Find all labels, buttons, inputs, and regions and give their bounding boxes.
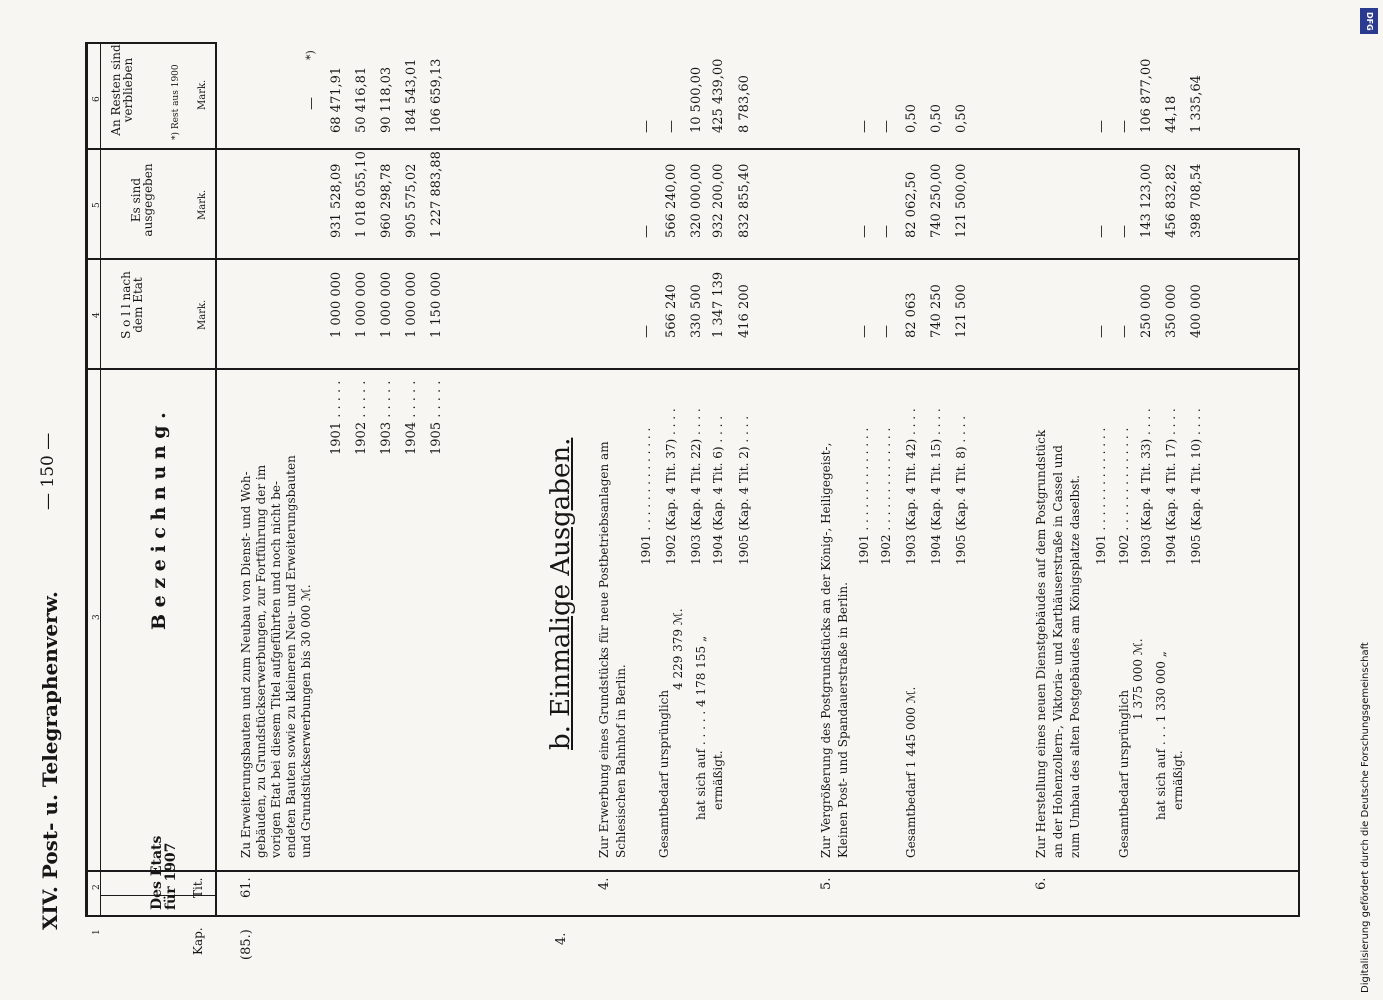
entry61-text-line: gebäuden, zu Grundstückserwerbungen, zur Fortführung der im: [254, 464, 268, 858]
colnum-6: 6: [92, 96, 102, 102]
entry4-year: 1903 (Kap. 4 Tit. 22) . . . .: [689, 408, 703, 565]
entry5-year: 1901 . . . . . . . . . . . . . .: [857, 427, 871, 565]
entry6-rest: 106 877,00: [1139, 58, 1154, 133]
entry4-ausg: 566 240,00: [664, 163, 679, 238]
header-unit-4: Mark.: [197, 299, 208, 330]
entry5-soll: 121 500: [954, 284, 969, 338]
header-tit: Tit.: [191, 877, 205, 898]
entry5-year: 1903 (Kap. 4 Tit. 42) . . . .: [904, 408, 918, 565]
dfg-logo: DFG: [1360, 8, 1378, 34]
colnum-divider: [100, 42, 101, 917]
colnum-3: 3: [92, 614, 102, 620]
header-rest: An Resten sind verblieben: [109, 44, 135, 136]
entry4-ausg: 320 000,00: [689, 163, 704, 238]
entry5-tit: 5.: [819, 877, 834, 890]
entry6-bedarf: ermäßigt.: [1171, 750, 1185, 810]
entry6-soll: 250 000: [1139, 284, 1154, 338]
entry5-ausg: 121 500,00: [954, 163, 969, 238]
entry6-text-line: zum Umbau des alten Postgebäudes am Königsplatze daselbst.: [1068, 475, 1082, 858]
entry61-text-line: Zu Erweiterungsbauten und zum Neubau von Dienst- und Woh-: [239, 471, 253, 858]
table-bottom-line: [1298, 150, 1300, 917]
entry6-text-line: Zur Herstellung eines neuen Dienstgebäudes auf dem Postgrundstück: [1034, 429, 1048, 858]
section-b-kap: 4.: [554, 932, 569, 945]
entry61-year: 1905 . . . . .: [429, 380, 444, 455]
entry4-text-line: Zur Erwerbung eines Grundstücks für neue Postbetriebsanlagen am: [597, 441, 611, 858]
entry6-rest: 44,18: [1164, 95, 1179, 133]
entry61-year: 1904 . . . . .: [404, 380, 419, 455]
entry5-ausg: 740 250,00: [929, 163, 944, 238]
entry61-soll: 1 000 000: [379, 271, 394, 338]
entry4-rest: —: [664, 120, 679, 133]
page-number-rot: — 150 —: [38, 432, 58, 510]
entry4-soll: 330 500: [689, 284, 704, 338]
entry4-bedarf: ermäßigt.: [711, 750, 725, 810]
entry6-rest: —: [1117, 120, 1132, 133]
entry61-text-line: endeten Bauten sowie zu kleineren Neu- und Erweiterungsbauten: [284, 455, 298, 858]
entry4-tit: 4.: [597, 877, 612, 890]
running-head-rot: XIV. Post- u. Telegraphenverw.: [38, 591, 62, 930]
header-divider: [215, 42, 217, 917]
section-b-title: b. Einmalige Ausgaben.: [546, 437, 576, 750]
header-rest-note: *) Rest aus 1900: [171, 64, 181, 140]
header-kap: Kap.: [191, 927, 205, 955]
entry6-text-line: an der Hohenzollern-, Viktoria- und Karthäuserstraße in Cassel und: [1051, 445, 1065, 858]
entry4-soll: —: [639, 325, 654, 338]
entry4-year: 1902 (Kap. 4 Tit. 37) . . . .: [664, 408, 678, 565]
entry6-ausg: —: [1094, 225, 1109, 238]
entry61-year: 1902 . . . . .: [354, 380, 369, 455]
digitization-note: Digitalisierung gefördert durch die Deutsche Forschungsgemeinschaft: [1360, 642, 1371, 993]
entry6-year: 1901 . . . . . . . . . . . . . .: [1094, 427, 1108, 565]
entry61-dash: —: [304, 97, 319, 110]
entry61-rest: 90 118,03: [379, 66, 394, 133]
entry6-soll: 350 000: [1164, 284, 1179, 338]
entry6-ausg: —: [1117, 225, 1132, 238]
entry4-year: 1901 . . . . . . . . . . . . . .: [639, 427, 653, 565]
entry5-soll: 740 250: [929, 284, 944, 338]
entry4-bedarf: 4 229 379 ℳ.: [671, 608, 685, 690]
entry4-soll: 566 240: [664, 284, 679, 338]
entry6-bedarf: Gesamtbedarf ursprünglich: [1117, 689, 1131, 858]
entry4-text-line: Schlesischen Bahnhof in Berlin.: [614, 664, 628, 858]
entry4-year: 1905 (Kap. 4 Tit. 2) . . . .: [737, 415, 751, 565]
header-unit-5: Mark.: [197, 189, 208, 220]
entry61-soll: 1 000 000: [354, 271, 369, 338]
table-right-line: [85, 42, 215, 44]
entry6-soll: —: [1094, 325, 1109, 338]
entry6-ausg: 456 832,82: [1164, 163, 1179, 238]
colnum-4: 4: [92, 312, 102, 318]
entry61-ausg: 1 227 883,88: [429, 151, 444, 238]
entry4-ausg: 932 200,00: [711, 163, 726, 238]
entry5-soll: —: [857, 325, 872, 338]
entry5-text-line: Kleinen Post- und Spandauerstraße in Berlin.: [836, 582, 850, 858]
bez-soll-divider: [85, 368, 1300, 370]
entry6-year: 1902 . . . . . . . . . . . . . .: [1117, 427, 1131, 565]
header-unit-6: Mark.: [197, 79, 208, 110]
entry6-tit: 6.: [1034, 877, 1049, 890]
entry5-soll: —: [879, 325, 894, 338]
entry5-ausg: —: [857, 225, 872, 238]
entry61-rest: 106 659,13: [429, 58, 444, 133]
entry4-ausg: 832 855,40: [737, 163, 752, 238]
colnum-5: 5: [92, 202, 102, 208]
entry61-year: 1903 . . . . .: [379, 380, 394, 455]
entry61-ausg: 960 298,78: [379, 163, 394, 238]
entry4-bedarf: Gesamtbedarf ursprünglich: [657, 689, 671, 858]
header-etats: Des Etats für 1907: [149, 835, 179, 910]
soll-ausg-divider: [85, 258, 1300, 260]
entry4-rest: 10 500,00: [689, 66, 704, 133]
entry61-tit: 61.: [239, 877, 254, 898]
entry4-rest: 8 783,60: [737, 75, 752, 133]
entry61-ausg: 931 528,09: [329, 163, 344, 238]
colnum-2: 2: [92, 884, 102, 890]
entry6-ausg: 143 123,00: [1139, 163, 1154, 238]
entry61-ausg: 1 018 055,10: [354, 151, 369, 238]
entry5-rest: —: [879, 120, 894, 133]
entry61-soll: 1 000 000: [329, 271, 344, 338]
entry61-kap: (85.): [239, 929, 254, 960]
entry6-year: 1905 (Kap. 4 Tit. 10) . . . .: [1189, 408, 1203, 565]
entry4-bedarf: hat sich auf . . . . . 4 178 155 „: [694, 635, 708, 820]
entry6-year: 1904 (Kap. 4 Tit. 17) . . . .: [1164, 408, 1178, 565]
entry4-ausg: —: [639, 225, 654, 238]
entry61-year: 1901 . . . . .: [329, 380, 344, 455]
entry5-year: 1905 (Kap. 4 Tit. 8) . . . .: [954, 415, 968, 565]
entry5-soll: 82 063: [904, 292, 919, 338]
entry5-ausg: —: [879, 225, 894, 238]
header-bezeichnung: B e z e i c h n u n g .: [148, 412, 170, 630]
entry6-rest: 1 335,64: [1189, 75, 1204, 133]
entry5-rest: —: [857, 120, 872, 133]
entry5-year: 1904 (Kap. 4 Tit. 15) . . . .: [929, 408, 943, 565]
entry4-rest: 425 439,00: [711, 58, 726, 133]
entry4-soll: 416 200: [737, 284, 752, 338]
entry5-ausg: 82 062,50: [904, 171, 919, 238]
entry4-year: 1904 (Kap. 4 Tit. 6) . . . .: [711, 415, 725, 565]
header-soll: S o l l nach dem Etat: [119, 271, 145, 339]
entry5-text-line: Zur Vergrößerung des Postgrundstücks an der König-, Heiligegeist-,: [819, 442, 833, 858]
entry61-rest: 184 543,01: [404, 58, 419, 133]
entry4-soll: 1 347 139: [711, 271, 726, 338]
kap-tit-divider: [85, 870, 1300, 872]
entry61-rest: 50 416,81: [354, 66, 369, 133]
entry61-soll: 1 000 000: [404, 271, 419, 338]
entry6-ausg: 398 708,54: [1189, 163, 1204, 238]
ausg-rest-divider: [85, 148, 1300, 150]
entry61-soll: 1 150 000: [429, 271, 444, 338]
entry6-bedarf: hat sich auf . . . 1 330 000 „: [1154, 651, 1168, 820]
entry61-text-line: und Grundstückserwerbungen bis 30 000 ℳ.: [299, 584, 313, 858]
header-ausg: Es sind ausgegeben: [129, 163, 155, 237]
colnum-1: 1: [92, 929, 102, 935]
entry5-bedarf: Gesamtbedarf 1 445 000 ℳ.: [904, 686, 918, 858]
entry4-rest: —: [639, 120, 654, 133]
entry61-rest: 68 471,91: [329, 66, 344, 133]
entry6-bedarf: 1 375 000 ℳ.: [1131, 638, 1145, 720]
entry6-soll: 400 000: [1189, 284, 1204, 338]
entry6-rest: —: [1094, 120, 1109, 133]
entry61-ausg: 905 575,02: [404, 163, 419, 238]
entry6-year: 1903 (Kap. 4 Tit. 33) . . . .: [1139, 408, 1153, 565]
entry6-soll: —: [1117, 325, 1132, 338]
entry5-rest: 0,50: [954, 104, 969, 133]
entry5-rest: 0,50: [904, 104, 919, 133]
entry61-star: *): [304, 50, 317, 60]
table-top-line: [85, 42, 88, 917]
entry5-rest: 0,50: [929, 104, 944, 133]
entry5-year: 1902 . . . . . . . . . . . . . .: [879, 427, 893, 565]
table-left-line: [85, 915, 1300, 917]
entry61-text-line: vorigen Etat bei diesem Titel aufgeführten und noch nicht be-: [269, 480, 283, 858]
